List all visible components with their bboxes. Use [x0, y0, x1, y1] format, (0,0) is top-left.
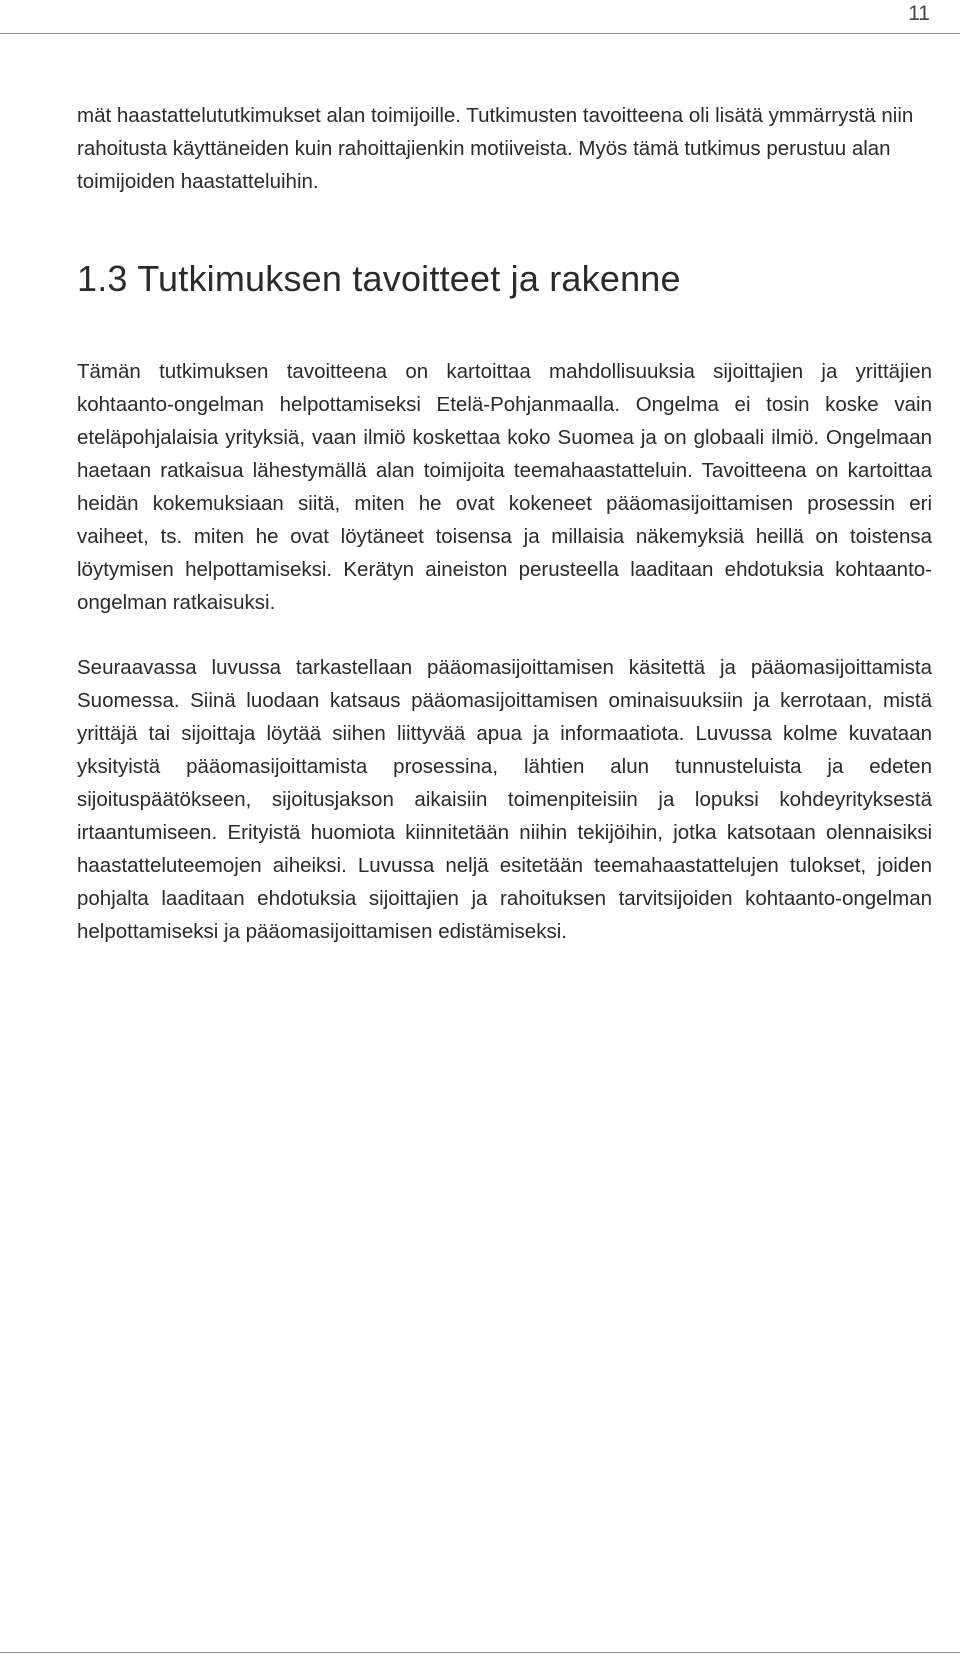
section-heading: 1.3 Tutkimuksen tavoitteet ja rakenne [77, 258, 681, 299]
body-paragraph-structure: Seuraavassa luvussa tarkastellaan pääomasijoittamisen käsitettä ja pääomasijoittamista Suomessa. Siinä luodaan katsaus pääomasijoittamisen ominaisuuksiin ja kerrotaan, mistä yrittäjä tai sijoittaja löytää siihen liittyvää apua ja informaatiota. Luvussa kolme kuvataan yksityistä pääomasijoittamista prosessina, lähtien alun tunnusteluista ja edeten sijoituspäätökseen, sijoitusjakson aikaisiin toimenpiteisiin ja lopuksi kohdeyrityksestä irtaantumiseen. Erityistä huomiota kiinnitetään niihin tekijöihin, jotka katsotaan olennaisiksi haastatteluteemojen aiheiksi. Luvussa neljä esitetään teemahaastattelujen tulokset, joiden pohjalta laaditaan ehdotuksia sijoittajien ja rahoituksen tarvitsijoiden kohtaanto-ongelman helpottamiseksi ja pääomasijoittamisen edistämiseksi. [77, 656, 932, 943]
page-number: 11 [908, 2, 930, 25]
page-body [77, 99, 932, 948]
body-paragraph-objectives: Tämän tutkimuksen tavoitteena on kartoittaa mahdollisuuksia sijoittajien ja yrittäjien kohtaanto-ongelman helpottamiseksi Etelä-Pohjanmaalla. Ongelma ei tosin koske vain eteläpohjalaisia yrityksiä, vaan ilmiö koskettaa koko Suomea ja on globaali ilmiö. Ongelmaan haetaan ratkaisua lähestymällä alan toimijoita teemahaastatteluin. Tavoitteena on kartoittaa heidän kokemuksiaan siitä, miten he ovat kokeneet pääomasijoittamisen prosessin eri vaiheet, ts. miten he ovat löytäneet toisensa ja millaisia näkemyksiä heillä on toistensa löytymisen helpottamiseksi. Kerätyn aineiston perusteella laaditaan ehdotuksia kohtaanto-ongelman ratkaisuksi. [77, 360, 932, 614]
intro-paragraph: mät haastattelututkimukset alan toimijoille. Tutkimusten tavoitteena oli lisätä ymmärrystä niin rahoitusta käyttäneiden kuin rahoittajienkin motiiveista. Myös tämä tutkimus perustuu alan toimijoiden haastatteluihin. [77, 104, 914, 193]
header-divider [0, 33, 960, 34]
footer-divider [0, 1652, 960, 1653]
